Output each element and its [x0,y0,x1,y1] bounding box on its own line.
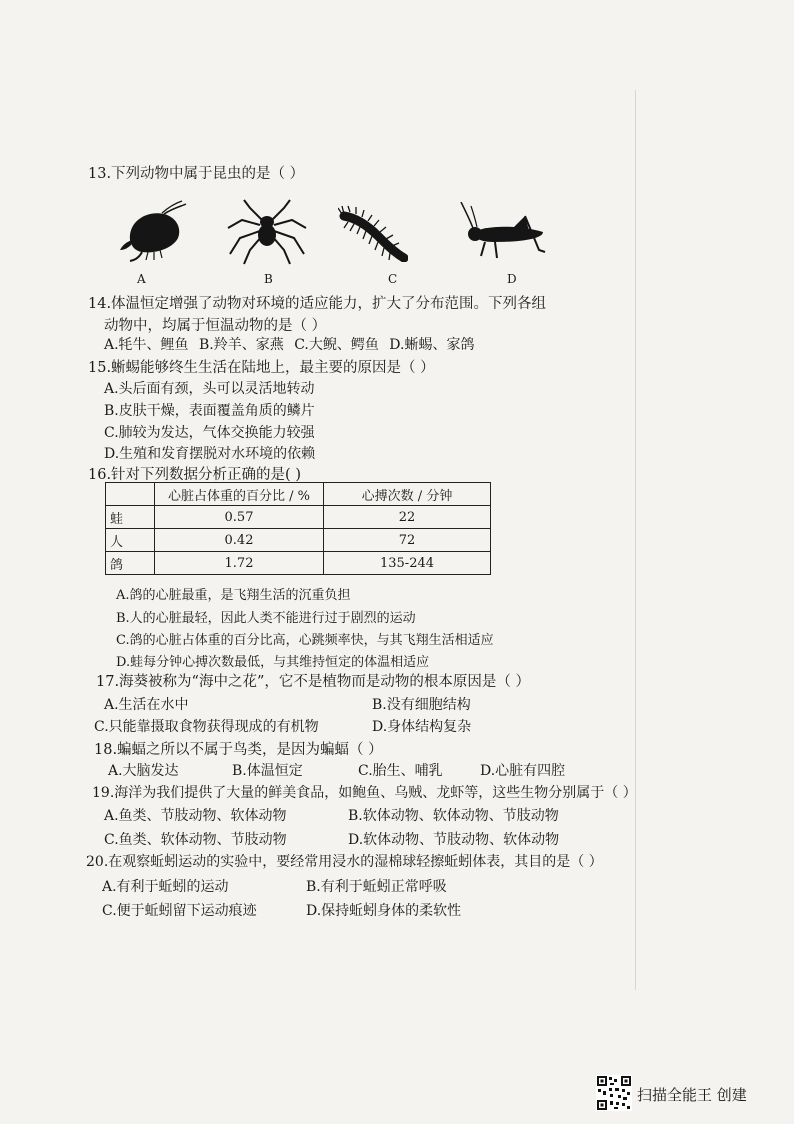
q18-option-a: A.大脑发达 [108,763,179,779]
q20-option-b: B.有利于蚯蚓正常呼吸 [306,879,447,895]
q19-option-b: B.软体动物、软体动物、节肢动物 [348,808,559,824]
q14-stem-line1: 14.体温恒定增强了动物对环境的适应能力，扩大了分布范围。下列各组 [88,296,547,312]
q17-option-a: A.生活在水中 [104,697,189,713]
grasshopper-picture [455,202,550,264]
rate-cell: 22 [324,506,491,529]
q18-option-c: C.胎生、哺乳 [358,763,443,779]
scan-fold-line [635,90,636,990]
q15-option-b: B.皮肤干燥，表面覆盖角质的鳞片 [104,403,315,419]
animal-cell: 人 [106,529,155,552]
q20-option-a: A.有利于蚯蚓的运动 [102,879,229,895]
table-row [106,552,491,575]
q17-option-d: D.身体结构复杂 [372,719,472,735]
q20-option-d: D.保持蚯蚓身体的柔软性 [306,903,462,919]
q18-option-d: D.心脏有四腔 [480,763,566,779]
percent-cell: 0.42 [155,529,324,552]
q14-options: A.牦牛、鲤鱼 B.羚羊、家燕 C.大鲵、鳄鱼 D.蜥蜴、家鸽 [104,337,475,353]
q19-option-d: D.软体动物、节肢动物、软体动物 [348,832,560,848]
q16-option-d: D.蛙每分钟心搏次数最低，与其维持恒定的体温相适应 [116,655,430,670]
q15-option-d: D.生殖和发育摆脱对水环境的依赖 [104,446,316,462]
q16-option-a: A.鸽的心脏最重，是飞翔生活的沉重负担 [116,588,351,603]
table-header-cell: 心搏次数 / 分钟 [324,483,491,506]
percent-cell: 1.72 [155,552,324,575]
q16-option-b: B.人的心脏最轻，因此人类不能进行过于剧烈的运动 [116,611,416,626]
percent-cell: 0.57 [155,506,324,529]
heart-data-table [105,482,491,575]
table-header-cell: 心脏占体重的百分比 / % [155,483,324,506]
q18-stem: 18.蝙蝠之所以不属于鸟类，是因为蝙蝠（ ） [94,742,383,758]
footer-watermark-text: 扫描全能王 创建 [637,1086,747,1104]
q14-stem-line2: 动物中，均属于恒温动物的是（ ） [104,318,327,334]
q17-option-b: B.没有细胞结构 [372,697,471,713]
q19-option-c: C.鱼类、软体动物、节肢动物 [104,832,287,848]
table-header-row [106,483,491,506]
q19-stem: 19.海洋为我们提供了大量的鲜美食品，如鲍鱼、乌贼、龙虾等，这些生物分别属于（ ） [92,785,637,801]
animal-cell: 鸽 [106,552,155,575]
q17-stem: 17.海葵被称为“海中之花”，它不是植物而是动物的根本原因是（ ） [96,674,530,690]
q19-option-a: A.鱼类、节肢动物、软体动物 [104,808,287,824]
option-d-label: D [507,272,517,286]
animal-cell: 蛙 [106,506,155,529]
option-c-label: C [388,272,398,286]
spider-picture [222,198,312,266]
table-row [106,529,491,552]
table-row [106,506,491,529]
q15-option-a: A.头后面有颈，头可以灵活地转动 [104,381,315,397]
q17-option-c: C.只能靠摄取食物获得现成的有机物 [94,719,319,735]
rate-cell: 72 [324,529,491,552]
shrimp-picture [118,200,188,262]
q15-option-c: C.肺较为发达，气体交换能力较强 [104,425,315,441]
option-b-label: B [264,272,273,286]
rate-cell: 135-244 [324,552,491,575]
q15-stem: 15.蜥蜴能够终生生活在陆地上，最主要的原因是（ ） [88,360,435,376]
table-header-cell [106,483,155,506]
qr-code-icon [596,1075,632,1111]
centipede-picture [338,204,408,262]
q13-stem: 13.下列动物中属于昆虫的是（ ） [88,166,305,182]
option-a-label: A [137,272,146,286]
q16-option-c: C.鸽的心脏占体重的百分比高，心跳频率快，与其飞翔生活相适应 [116,633,494,648]
q16-stem: 16.针对下列数据分析正确的是( ) [88,467,301,483]
q18-option-b: B.体温恒定 [232,763,303,779]
q20-stem: 20.在观察蚯蚓运动的实验中，要经常用浸水的湿棉球轻擦蚯蚓体表，其目的是（ ） [86,854,603,870]
q20-option-c: C.便于蚯蚓留下运动痕迹 [102,903,257,919]
